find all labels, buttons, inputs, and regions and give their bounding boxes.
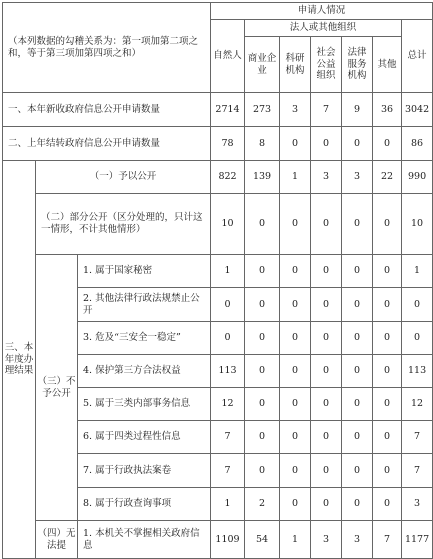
cell-value: 0 <box>280 421 311 454</box>
cell-value: 1 <box>402 255 433 288</box>
cell-value: 12 <box>211 388 245 421</box>
cell-value: 273 <box>245 93 280 127</box>
cell-value: 0 <box>280 255 311 288</box>
table-row <box>3 255 433 288</box>
not-public-label: （三）不予公开 <box>36 255 78 521</box>
cell-value: 0 <box>280 388 311 421</box>
header-applicant-info: 申请人情况 <box>211 3 433 20</box>
cell-value: 1 <box>280 521 311 559</box>
cell-value: 3 <box>311 521 342 559</box>
cell-value: 0 <box>373 421 402 454</box>
cell-value: 1177 <box>402 521 433 559</box>
cell-value: 1 <box>211 488 245 521</box>
cell-value: 9 <box>342 93 373 127</box>
header-natural-person: 自然人 <box>211 20 245 93</box>
cell-value: 0 <box>311 388 342 421</box>
cell-value: 0 <box>311 288 342 322</box>
cell-value: 0 <box>280 322 311 355</box>
cell-value: 0 <box>280 288 311 322</box>
cell-value: 7 <box>211 421 245 454</box>
cell-value: 7 <box>402 421 433 454</box>
cell-value: 0 <box>402 322 433 355</box>
cell-value: 3 <box>280 93 311 127</box>
cell-value: 0 <box>245 421 280 454</box>
cell-value: 0 <box>245 454 280 488</box>
header-org-type: 商业企业 <box>245 37 280 93</box>
cell-value: 0 <box>211 322 245 355</box>
cell-value: 0 <box>373 127 402 161</box>
cell-value: 0 <box>280 194 311 255</box>
cell-value: 0 <box>373 255 402 288</box>
row-label: 2. 其他法律行政法规禁止公开 <box>78 288 211 322</box>
row-label: 5. 属于三类内部事务信息 <box>78 388 211 421</box>
cell-value: 12 <box>402 388 433 421</box>
cell-value: 0 <box>402 288 433 322</box>
cell-value: 0 <box>373 454 402 488</box>
disclosure-stats-table <box>2 2 433 559</box>
cell-value: 0 <box>311 488 342 521</box>
cell-value: 0 <box>342 388 373 421</box>
cell-value: 3 <box>342 161 373 194</box>
cell-value: 0 <box>311 454 342 488</box>
cell-value: 0 <box>342 488 373 521</box>
header-org-type: 科研机构 <box>280 37 311 93</box>
row-label: （二）部分公开（区分处理的，只计这一情形，不计其他情形） <box>36 194 211 255</box>
cell-value: 0 <box>342 421 373 454</box>
cell-value: 3042 <box>402 93 433 127</box>
row-label: 一、本年新收政府信息公开申请数量 <box>3 93 211 127</box>
cell-value: 10 <box>211 194 245 255</box>
cell-value: 0 <box>342 288 373 322</box>
cell-value: 0 <box>280 355 311 388</box>
cell-value: 0 <box>373 388 402 421</box>
cell-value: 7 <box>311 93 342 127</box>
row-label: 4. 保护第三方合法权益 <box>78 355 211 388</box>
cell-value: 86 <box>402 127 433 161</box>
cell-value: 822 <box>211 161 245 194</box>
cell-value: 3 <box>311 161 342 194</box>
cell-value: 0 <box>342 355 373 388</box>
cell-value: 54 <box>245 521 280 559</box>
row-label: 1. 属于国家秘密 <box>78 255 211 288</box>
cell-value: 36 <box>373 93 402 127</box>
header-org-type: 法律服务机构 <box>342 37 373 93</box>
row-label: 1. 本机关不掌握相关政府信息 <box>78 521 211 559</box>
row-label: 二、上年结转政府信息公开申请数量 <box>3 127 211 161</box>
cell-value: 0 <box>245 322 280 355</box>
cell-value: 113 <box>402 355 433 388</box>
cell-value: 0 <box>280 127 311 161</box>
cell-value: 1109 <box>211 521 245 559</box>
header-note: （本列数据的勾稽关系为：第一项加第二项之和，等于第三项加第四项之和） <box>3 3 211 93</box>
cell-value: 2 <box>245 488 280 521</box>
cell-value: 0 <box>373 355 402 388</box>
header-legal-org: 法人或其他组织 <box>245 20 402 37</box>
cell-value: 0 <box>373 194 402 255</box>
table-row <box>3 93 433 127</box>
cell-value: 0 <box>280 488 311 521</box>
row-label: 6. 属于四类过程性信息 <box>78 421 211 454</box>
cell-value: 990 <box>402 161 433 194</box>
table-row <box>3 521 433 559</box>
cell-value: 3 <box>402 488 433 521</box>
cell-value: 139 <box>245 161 280 194</box>
cell-value: 1 <box>280 161 311 194</box>
cell-value: 7 <box>373 521 402 559</box>
cell-value: 0 <box>311 322 342 355</box>
cell-value: 7 <box>402 454 433 488</box>
cell-value: 0 <box>311 255 342 288</box>
cell-value: 0 <box>311 355 342 388</box>
table-row <box>3 127 433 161</box>
cell-value: 2714 <box>211 93 245 127</box>
cell-value: 0 <box>342 194 373 255</box>
cannot-provide-label: （四）无法提 <box>36 521 78 559</box>
header-org-type: 其他 <box>373 37 402 93</box>
row-label: （一）予以公开 <box>36 161 211 194</box>
cell-value: 0 <box>245 194 280 255</box>
row-label: 7. 属于行政执法案卷 <box>78 454 211 488</box>
cell-value: 0 <box>245 255 280 288</box>
header-org-type: 社会公益组织 <box>311 37 342 93</box>
cell-value: 0 <box>342 255 373 288</box>
row-label: 8. 属于行政查询事项 <box>78 488 211 521</box>
cell-value: 0 <box>342 127 373 161</box>
cell-value: 0 <box>373 488 402 521</box>
cell-value: 0 <box>245 288 280 322</box>
cell-value: 0 <box>373 322 402 355</box>
cell-value: 0 <box>280 454 311 488</box>
cell-value: 78 <box>211 127 245 161</box>
cell-value: 1 <box>211 255 245 288</box>
cell-value: 0 <box>311 127 342 161</box>
cell-value: 113 <box>211 355 245 388</box>
cell-value: 22 <box>373 161 402 194</box>
row-label: 3. 危及“三安全一稳定” <box>78 322 211 355</box>
section3-label: 三、本年度办理结果 <box>3 161 36 559</box>
table-row <box>3 161 433 194</box>
cell-value: 0 <box>311 194 342 255</box>
header-total: 总计 <box>402 20 433 93</box>
cell-value: 0 <box>342 454 373 488</box>
cell-value: 0 <box>245 388 280 421</box>
cell-value: 7 <box>211 454 245 488</box>
cell-value: 0 <box>342 322 373 355</box>
cell-value: 8 <box>245 127 280 161</box>
cell-value: 0 <box>373 288 402 322</box>
table-row <box>3 194 433 255</box>
cell-value: 0 <box>211 288 245 322</box>
cell-value: 0 <box>245 355 280 388</box>
cell-value: 0 <box>311 421 342 454</box>
cell-value: 10 <box>402 194 433 255</box>
cell-value: 3 <box>342 521 373 559</box>
